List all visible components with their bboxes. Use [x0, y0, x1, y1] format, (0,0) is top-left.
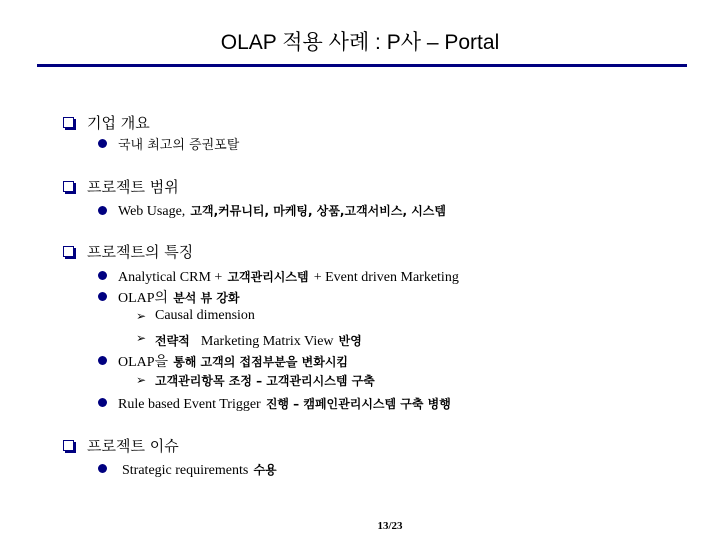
- arrow-bullet-icon: ➢: [136, 331, 147, 345]
- item-text: OLAP을: [118, 355, 169, 370]
- page-title: OLAP 적용 사례 : P사 – Portal: [220, 31, 500, 54]
- round-bullet-icon: [98, 139, 107, 148]
- scope-text: 고객,커뮤니티, 마케팅, 상품,고객서비스, 시스템: [190, 204, 446, 218]
- square-bullet-icon: [63, 440, 74, 451]
- square-bullet-icon: [63, 117, 74, 128]
- square-bullet-icon: [63, 246, 74, 257]
- round-bullet-icon: [98, 464, 107, 473]
- square-bullet-icon: [63, 181, 74, 192]
- section-heading: 프로젝트 이슈: [87, 437, 179, 455]
- round-bullet-icon: [98, 356, 107, 365]
- round-bullet-icon: [98, 398, 107, 407]
- list-item: 고객관리항목 조정 – 고객관리시스템 구축: [155, 374, 375, 388]
- list-item: [155, 330, 362, 350]
- item-text: 분석 뷰 강화: [173, 291, 240, 305]
- item-text: 수용: [253, 463, 277, 477]
- section-heading: 기업 개요: [87, 114, 150, 132]
- item-text: Strategic requirements: [122, 463, 249, 478]
- list-item: 국내 최고의 증권포탈: [118, 138, 240, 153]
- page-number: 13/23: [377, 520, 403, 532]
- round-bullet-icon: [98, 271, 107, 280]
- section-heading: 프로젝트 범위: [87, 178, 179, 196]
- list-item: [118, 200, 446, 220]
- item-text: 통해 고객의 접점부분을 변화시킴: [173, 355, 349, 369]
- list-item: [118, 287, 240, 307]
- list-item: [118, 393, 451, 413]
- item-text: Rule based Event Trigger: [118, 397, 261, 412]
- item-text: Analytical CRM +: [118, 270, 223, 285]
- item-text: 반영: [338, 334, 362, 348]
- item-text: 전략적: [155, 334, 190, 348]
- list-item: [118, 351, 348, 371]
- item-text: OLAP의: [118, 291, 169, 306]
- list-item: [118, 266, 459, 286]
- scope-prefix: Web Usage,: [118, 204, 186, 219]
- arrow-bullet-icon: ➢: [136, 309, 147, 323]
- item-text: Marketing Matrix View: [200, 334, 334, 349]
- title-divider: [37, 64, 687, 67]
- round-bullet-icon: [98, 206, 107, 215]
- item-text: 진행 – 캠페인관리시스템 구축 병행: [265, 397, 451, 411]
- item-text: + Event driven Marketing: [313, 270, 459, 285]
- list-item: Causal dimension: [155, 308, 255, 323]
- arrow-bullet-icon: ➢: [136, 373, 147, 387]
- list-item: [122, 459, 277, 479]
- item-text: 고객관리시스템: [227, 270, 309, 284]
- round-bullet-icon: [98, 292, 107, 301]
- section-heading: 프로젝트의 특징: [87, 243, 194, 261]
